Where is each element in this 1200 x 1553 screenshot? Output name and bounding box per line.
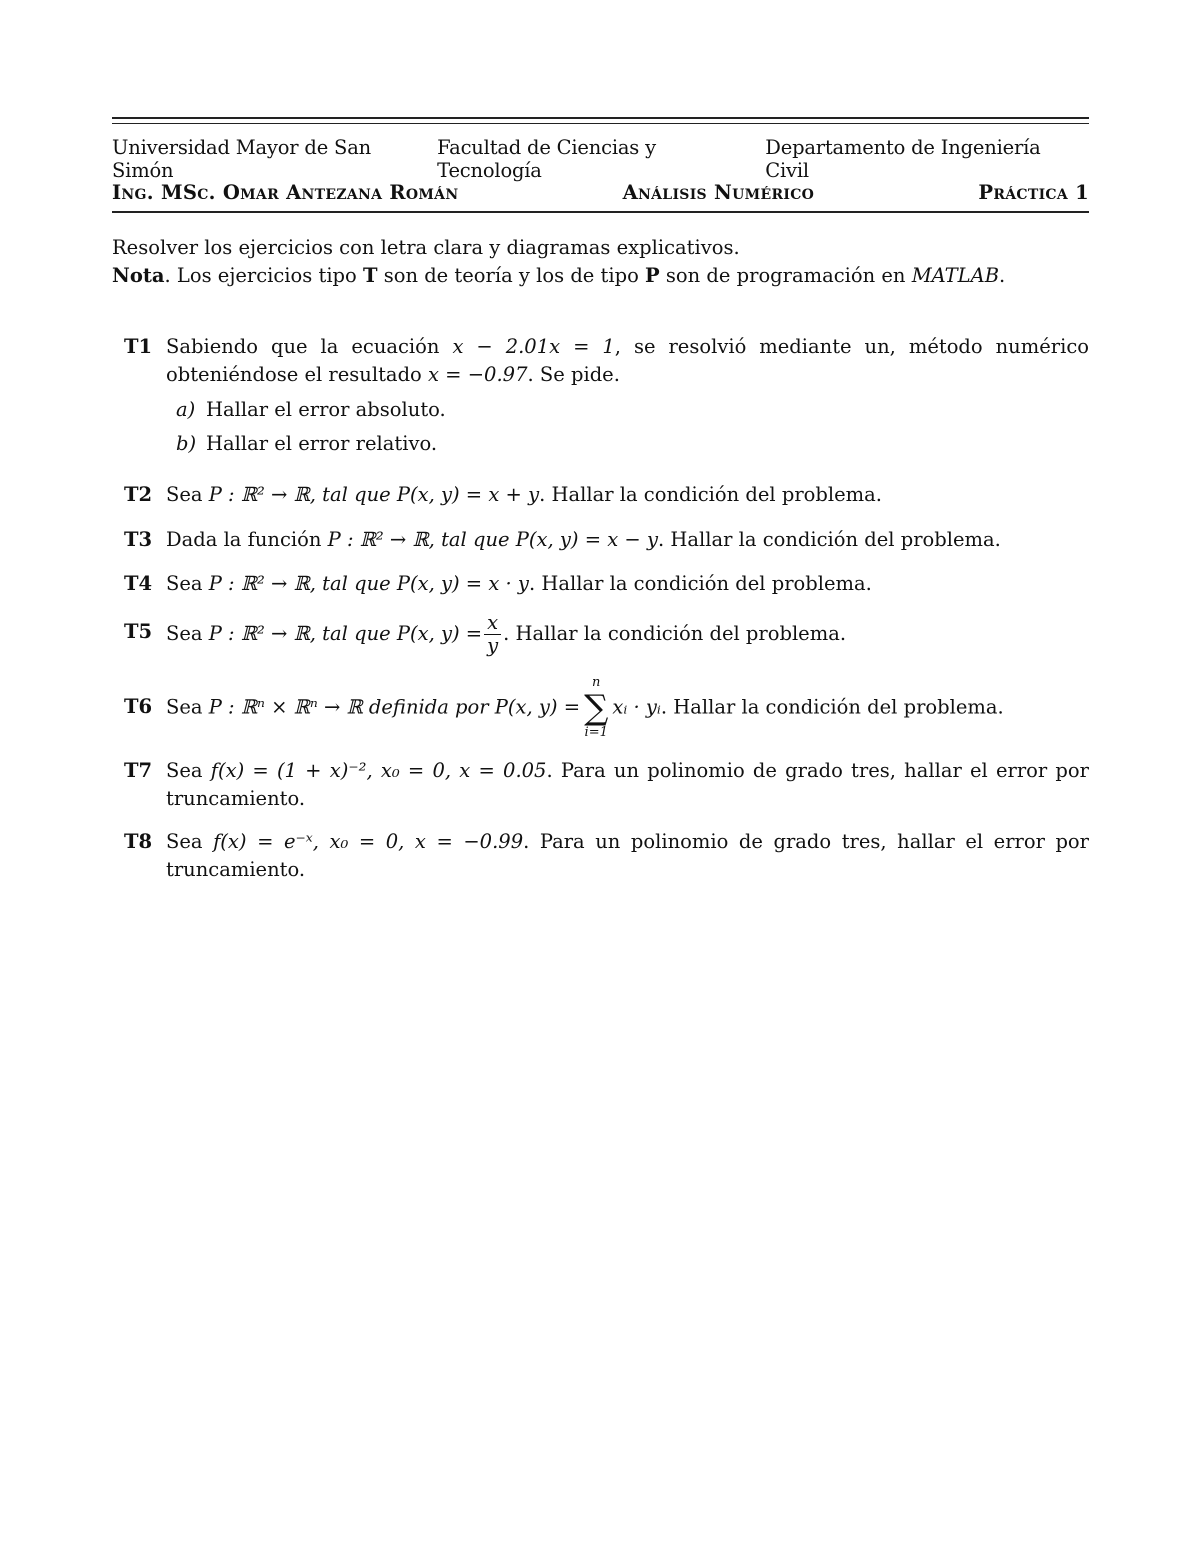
instructions [112,234,1089,290]
problem-t2 [124,481,1089,509]
matlab-label: MATLAB [911,264,1000,287]
university: Universidad Mayor de San Simón [112,136,371,182]
subitem-b: b) Hallar el error relativo. [176,432,438,455]
problem-t1 [124,333,1089,458]
problem-t8 [124,828,1089,884]
problem-label: T8 [124,830,153,853]
problem-text: Sabiendo que la ecuación x − 2.01x = 1, se resolvió mediante un, método numérico obteniéndose el resultado x = −0.97. Se pide. [166,335,1089,386]
problem-text: Sea P : ℝ² → ℝ, tal que P(x, y) = x · y. Hallar la condición del problema. [166,572,872,595]
department: Departamento de Ingeniería Civil [765,136,1041,182]
course-title: Análisis Numérico [622,181,815,204]
fraction: $\frac{x}{y}$ [484,612,501,657]
problem-t6 [124,675,1089,741]
problem-text: Sea P : ℝⁿ × ℝⁿ → ℝ definida por P(x, y) = n ∑ i=1 xᵢ · yᵢ. Hallar la condición del problema. [166,675,1004,740]
problem-t7 [124,757,1089,813]
problem-text: Sea P : ℝ² → ℝ, tal que P(x, y) = x + y. Hallar la condición del problema. [166,483,882,506]
practice-number: Práctica 1 [978,181,1089,204]
header-rule [112,211,1089,213]
summation-operator: n ∑ i=1 [584,675,609,740]
problem-label: T2 [124,483,153,506]
problem-text: Dada la función P : ℝ² → ℝ, tal que P(x, y) = x − y. Hallar la condición del problema. [166,528,1001,551]
problem-text: Sea P : ℝ² → ℝ, tal que P(x, y) = $\frac{x}{y}$ . Hallar la condición del problema. [166,611,847,657]
top-double-rule-thin [112,123,1089,124]
problem-label: T1 [124,335,153,358]
problem-t3 [124,526,1089,554]
problem-label: T7 [124,759,153,782]
problem-label: T3 [124,528,153,551]
problem-label: T6 [124,695,153,718]
problem-t5 [124,612,1089,657]
faculty: Facultad de Ciencias y Tecnología [437,136,656,182]
subitem-a: a) Hallar el error absoluto. [176,398,446,421]
note-line: Nota. Los ejercicios tipo T son de teoría y los de tipo P son de programación en MATLAB. [112,264,1006,287]
problem-label: T5 [124,620,153,643]
instructions-line: Resolver los ejercicios con letra clara y diagramas explicativos. [112,236,740,259]
note-label: Nota [112,264,165,287]
problem-text: Sea f(x) = e⁻ˣ, x₀ = 0, x = −0.99. Para un polinomio de grado tres, hallar el error por truncamiento. [166,830,1089,881]
problem-t4 [124,570,1089,598]
top-double-rule [112,117,1089,119]
course-header [112,181,1089,204]
problem-text: Sea f(x) = (1 + x)⁻², x₀ = 0, x = 0.05. Para un polinomio de grado tres, hallar el error por truncamiento. [166,759,1089,810]
problem-label: T4 [124,572,153,595]
affiliation-line [112,136,1089,182]
instructor: Ing. MSc. Omar Antezana Román [112,181,459,204]
